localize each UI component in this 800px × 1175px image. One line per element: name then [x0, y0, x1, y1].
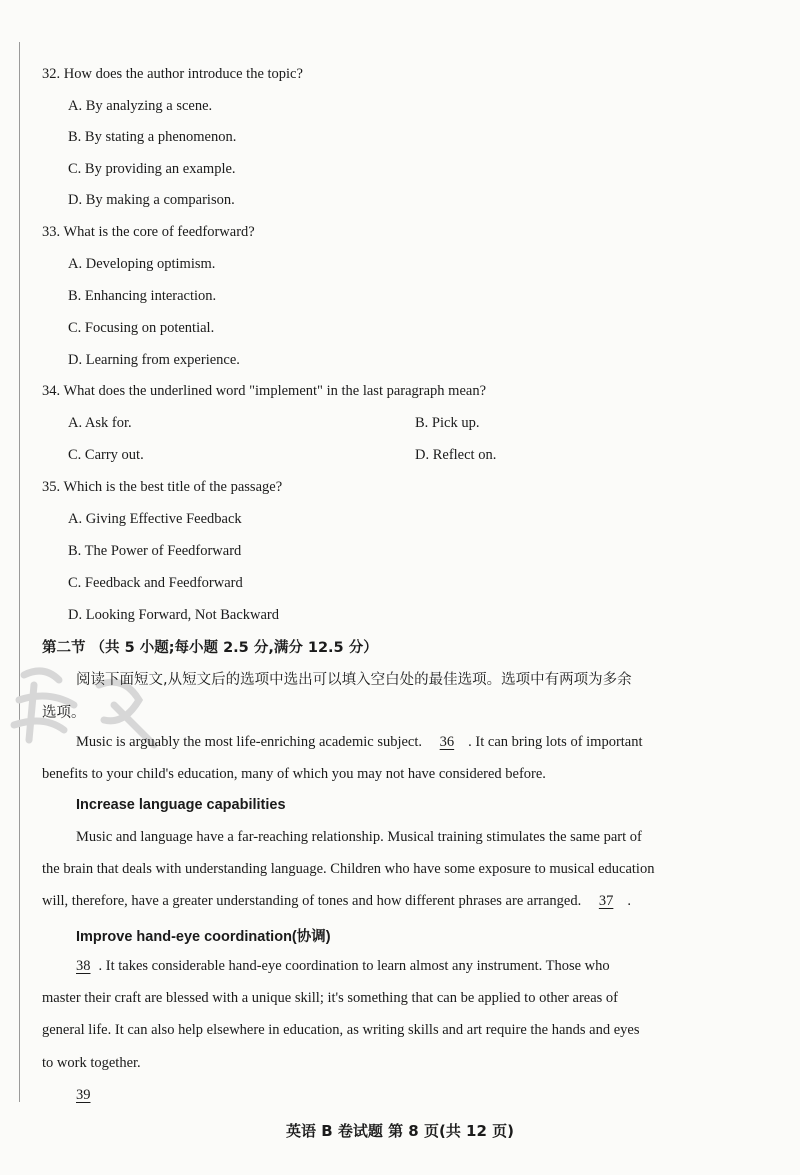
q34-option-a: A. Ask for. — [68, 415, 132, 431]
passage-intro-line2: benefits to your child's education, many of which you may not have considered before. — [42, 766, 546, 782]
subheading-coordination: Improve hand-eye coordination(协调) — [76, 929, 331, 945]
q34-option-d: D. Reflect on. — [415, 447, 497, 463]
page-footer: 英语 B 卷试题 第 8 页(共 12 页) — [285, 1122, 514, 1140]
subheading-language: Increase language capabilities — [76, 797, 286, 813]
q35-option-a: A. Giving Effective Feedback — [68, 511, 242, 527]
q33-option-b: B. Enhancing interaction. — [68, 288, 217, 304]
q33-option-c: C. Focusing on potential. — [68, 320, 215, 336]
q34-option-c: C. Carry out. — [68, 447, 144, 463]
paragraph-2-line4: to work together. — [42, 1055, 141, 1071]
section-2-heading: 第二节 （共 5 小题;每小题 2.5 分,满分 12.5 分） — [42, 640, 378, 656]
q34-option-b: B. Pick up. — [415, 415, 480, 431]
paragraph-2-line1 — [76, 958, 764, 975]
paragraph-2-line2: master their craft are blessed with a unique skill; it's something that can be applied to other areas of — [42, 990, 618, 1006]
question-33-stem: 33. What is the core of feedforward? — [42, 224, 255, 240]
blank-37: 37 — [598, 893, 614, 909]
q32-option-c: C. By providing an example. — [68, 161, 236, 177]
blank-39: 39 — [76, 1087, 91, 1103]
section-2-instruction-line2: 选项。 — [42, 705, 86, 721]
paragraph-1-end: . — [627, 893, 631, 909]
section-2-instruction-line1: 阅读下面短文,从短文后的选项中选出可以填入空白处的最佳选项。选项中有两项为多余 — [76, 672, 632, 688]
paragraph-1-line3 — [42, 893, 730, 910]
q32-option-b: B. By stating a phenomenon. — [68, 129, 237, 145]
question-35-stem: 35. Which is the best title of the passage? — [42, 479, 283, 495]
blank-38: 38 — [76, 958, 91, 974]
q35-option-b: B. The Power of Feedforward — [68, 543, 242, 559]
q35-option-d: D. Looking Forward, Not Backward — [68, 607, 280, 623]
paragraph-2-line1-text: . It takes considerable hand-eye coordination to learn almost any instrument. Those who — [98, 958, 610, 974]
binding-margin-line — [19, 42, 20, 1102]
q32-option-d: D. By making a comparison. — [68, 192, 235, 208]
question-32-stem: 32. How does the author introduce the topic? — [42, 66, 303, 82]
passage-intro-text-a: Music is arguably the most life-enriching academic subject. — [76, 734, 423, 750]
paragraph-1-line1: Music and language have a far-reaching relationship. Musical training stimulates the same part of — [76, 829, 642, 845]
paragraph-3-line1 — [76, 1087, 764, 1104]
question-34-stem: 34. What does the underlined word "implement" in the last paragraph mean? — [42, 383, 487, 399]
paragraph-1-line3-text: will, therefore, have a greater understanding of tones and how different phrases are arranged. — [42, 893, 582, 909]
q32-option-a: A. By analyzing a scene. — [68, 98, 213, 114]
paragraph-2-line3: general life. It can also help elsewhere in education, as writing skills and art require the hands and eyes — [42, 1022, 640, 1038]
blank-36: 36 — [439, 734, 455, 750]
paragraph-1-line2: the brain that deals with understanding language. Children who have some exposure to musical education — [42, 861, 655, 877]
q33-option-a: A. Developing optimism. — [68, 256, 216, 272]
passage-intro-text-b: . It can bring lots of important — [468, 734, 643, 750]
passage-intro-line1 — [76, 734, 764, 751]
q35-option-c: C. Feedback and Feedforward — [68, 575, 243, 591]
q33-option-d: D. Learning from experience. — [68, 352, 240, 368]
